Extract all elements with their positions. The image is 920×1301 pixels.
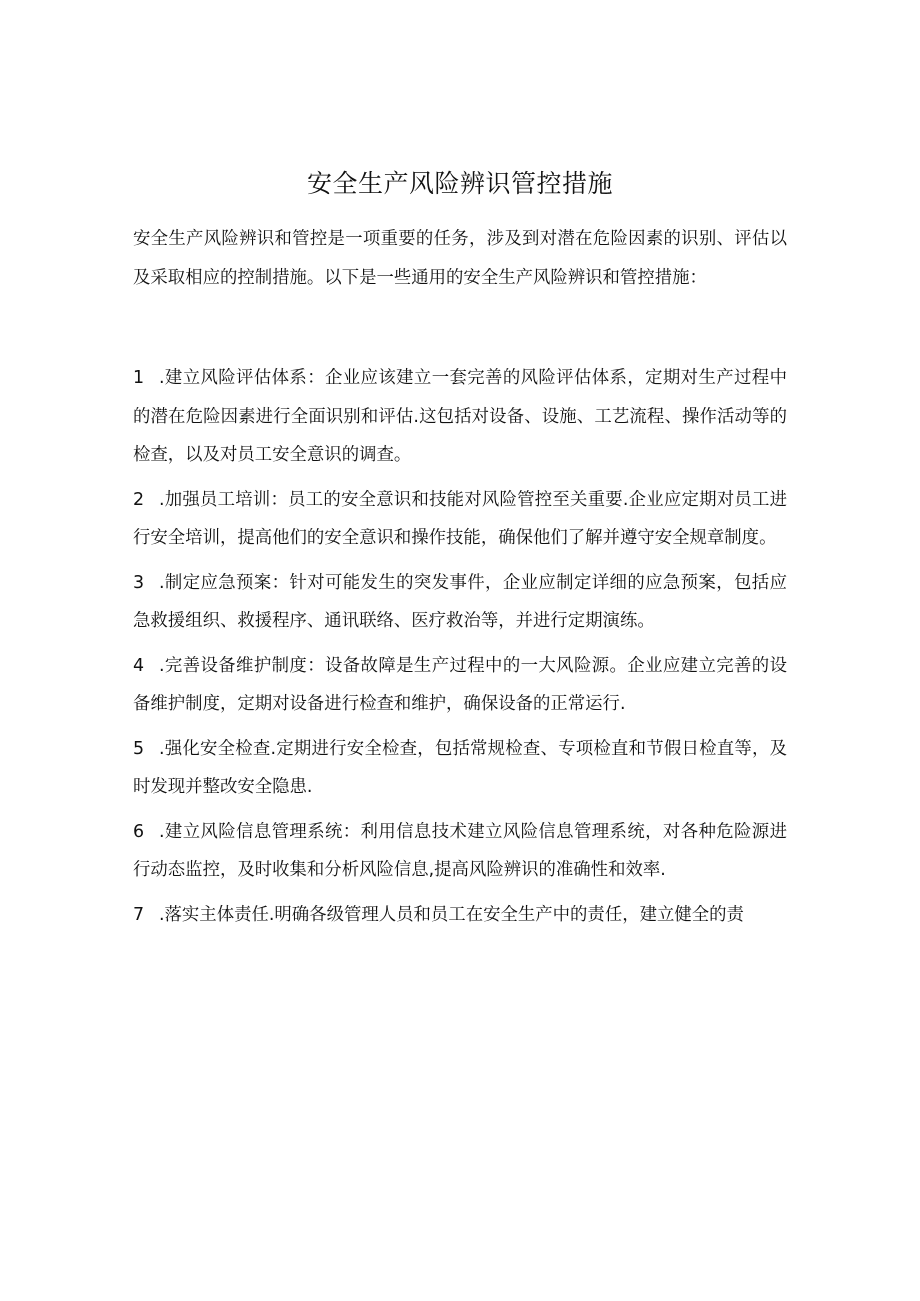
document-title: 安全生产风险辨识管控措施 (306, 169, 613, 198)
list-item-text: .加强员工培训：员工的安全意识和技能对风险管控至关重要.企业应定期对员工进行安全培训，提高他们的安全意识和操作技能，确保他们了解并遵守安全规章制度。 (133, 489, 787, 548)
list-item-number: 7 (133, 904, 145, 925)
list-item-number: 6 (133, 821, 145, 842)
list-item (133, 481, 787, 558)
list-item-number: 4 (133, 655, 145, 676)
list-item (133, 730, 787, 807)
list-item-number: 1 (133, 368, 145, 388)
list-item-text: .建立风险信息管理系统：利用信息技术建立风险信息管理系统，对各种危险源进行动态监控，及时收集和分析风险信息,提高风险辨识的准确性和效率. (133, 821, 787, 880)
list-item-number: 5 (133, 738, 145, 759)
list-item-number: 3 (133, 572, 145, 593)
list-item-text: .制定应急预案：针对可能发生的突发事件，企业应制定详细的应急预案，包括应急救援组织、救援程序、通讯联络、医疗救治等，并进行定期演练。 (133, 572, 787, 631)
list-item-text: .落实主体责任.明确各级管理人员和员工在安全生产中的责任，建立健全的责 (159, 904, 744, 925)
list-item (133, 359, 787, 475)
list-item-number: 2 (133, 489, 145, 510)
list-item-text: .强化安全检查.定期进行安全检查，包括常规检查、专项检直和节假日检直等，及时发现并整改安全隐患. (133, 738, 787, 797)
list-item (133, 813, 787, 890)
list-item-text: .建立风险评估体系：企业应该建立一套完善的风险评估体系，定期对生产过程中的潜在危险因素进行全面识别和评估.这包括对设备、设施、工艺流程、操作活动等的检查，以及对员工安全意识的调查。 (133, 368, 787, 465)
measures-list (133, 359, 787, 940)
list-item (133, 564, 787, 641)
list-item (133, 896, 787, 935)
list-item-text: .完善设备维护制度：设备故障是生产过程中的一大风险源。企业应建立完善的设备维护制度，定期对设备进行检查和维护，确保设备的正常运行. (133, 655, 787, 714)
intro-paragraph: 安全生产风险辨识和管控是一项重要的任务，涉及到对潜在危险因素的识别、评估以及采取相应的控制措施。以下是一些通用的安全生产风险辨识和管控措施： (133, 229, 787, 288)
list-item (133, 647, 787, 724)
